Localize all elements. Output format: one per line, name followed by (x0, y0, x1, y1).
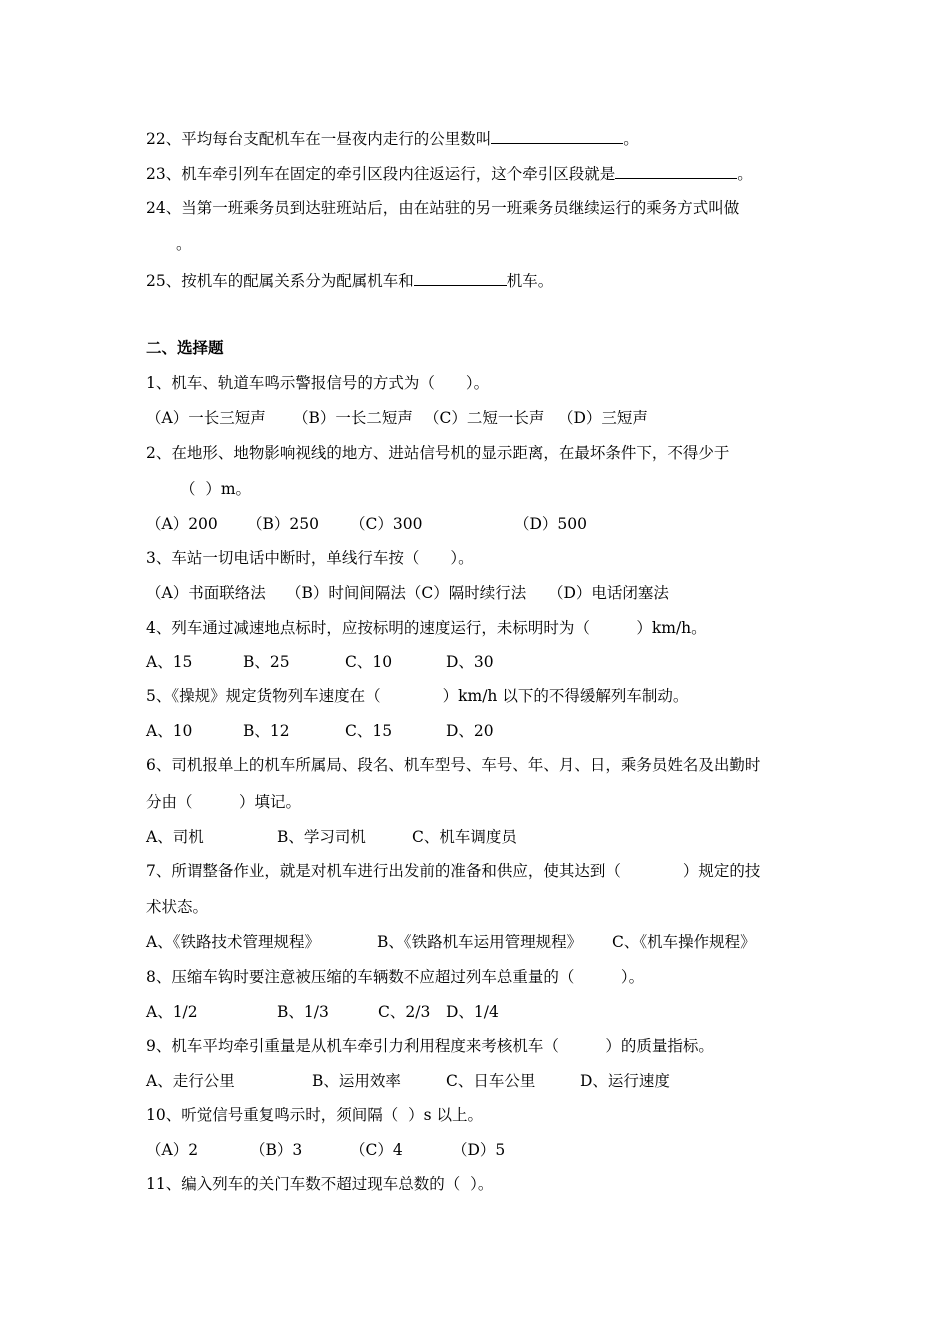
option: D、30 (446, 653, 494, 671)
option: A、15 (146, 653, 193, 671)
question-stem: 8、压缩车钩时要注意被压缩的车辆数不应超过列车总重量的（ ）。 (146, 968, 645, 986)
option: C、日车公里 (446, 1072, 536, 1090)
option: （B）250 (247, 515, 319, 533)
option: D、20 (446, 722, 494, 740)
option: D、1/4 (446, 1003, 499, 1021)
option: （D）电话闭塞法 (548, 584, 669, 602)
option: （C）二短一长声 (424, 409, 545, 427)
option: B、《铁路机车运用管理规程》 (377, 933, 583, 951)
option: B、学习司机 (277, 828, 366, 846)
option: A、司机 (146, 828, 204, 846)
option: B、运用效率 (312, 1072, 401, 1090)
option: C、2/3 (378, 1003, 431, 1021)
question-stem: 7、所谓整备作业，就是对机车进行出发前的准备和供应，使其达到（ ）规定的技 (146, 862, 761, 880)
option: （D）三短声 (558, 409, 648, 427)
question-stem-cont: （ ）m。 (180, 480, 252, 498)
option: A、走行公里 (146, 1072, 235, 1090)
option: B、12 (243, 722, 290, 740)
fill-question-22: 22、平均每台支配机车在一昼夜内走行的公里数叫 。 (146, 130, 639, 148)
question-stem: 11、编入列车的关门车数不超过现车总数的（ ）。 (146, 1175, 494, 1193)
question-stem: 2、在地形、地物影响视线的地方、进站信号机的显示距离，在最坏条件下，不得少于 (146, 444, 730, 462)
option: （B）3 (250, 1141, 303, 1159)
option: （A）2 (146, 1141, 199, 1159)
option: （D）5 (452, 1141, 506, 1159)
option: （C）300 (350, 515, 423, 533)
answer-blank (615, 163, 737, 179)
option: D、运行速度 (580, 1072, 670, 1090)
option: A、1/2 (146, 1003, 198, 1021)
question-stem: 1、机车、轨道车鸣示警报信号的方式为（ ）。 (146, 374, 490, 392)
option: （A）200 (146, 515, 218, 533)
option: （A）一长三短声 (146, 409, 266, 427)
option: （A）书面联络法 (146, 584, 266, 602)
option: （C）4 (350, 1141, 403, 1159)
question-stem: 3、车站一切电话中断时，单线行车按（ ）。 (146, 549, 474, 567)
question-stem: 4、列车通过减速地点标时，应按标明的速度运行，未标明时为（ ）km/h。 (146, 619, 707, 637)
fill-question-23: 23、机车牵引列车在固定的牵引区段内往返运行，这个牵引区段就是 。 (146, 165, 753, 183)
question-stem-cont: 术状态。 (146, 898, 209, 916)
question-stem-cont: 分由（ ）填记。 (146, 793, 302, 811)
fill-question-25: 25、按机车的配属关系分为配属机车和 机车。 (146, 272, 554, 290)
option: A、10 (146, 722, 193, 740)
answer-blank (414, 270, 507, 286)
option: （D）500 (514, 515, 588, 533)
fill-question-24-cont: 。 (176, 235, 192, 253)
option: C、15 (345, 722, 393, 740)
option: C、机车调度员 (412, 828, 517, 846)
fill-question-24: 24、当第一班乘务员到达驻班站后，由在站驻的另一班乘务员继续运行的乘务方式叫做 (146, 199, 740, 217)
option: A、《铁路技术管理规程》 (146, 933, 320, 951)
option: B、1/3 (277, 1003, 329, 1021)
question-stem: 5、《操规》规定货物列车速度在（ ）km/h 以下的不得缓解列车制动。 (146, 687, 689, 705)
option: C、10 (345, 653, 393, 671)
option: （B）时间间隔法（C）隔时续行法 (286, 584, 527, 602)
answer-blank (491, 128, 623, 144)
section-title: 二、选择题 (146, 338, 224, 357)
question-stem: 10、听觉信号重复鸣示时，须间隔（ ）s 以上。 (146, 1106, 483, 1124)
question-stem: 6、司机报单上的机车所属局、段名、机车型号、车号、年、月、日，乘务员姓名及出勤时 (146, 756, 761, 774)
option: （B）一长二短声 (293, 409, 413, 427)
option: C、《机车操作规程》 (612, 933, 756, 951)
question-stem: 9、机车平均牵引重量是从机车牵引力利用程度来考核机车（ ）的质量指标。 (146, 1037, 714, 1055)
option: B、25 (243, 653, 290, 671)
